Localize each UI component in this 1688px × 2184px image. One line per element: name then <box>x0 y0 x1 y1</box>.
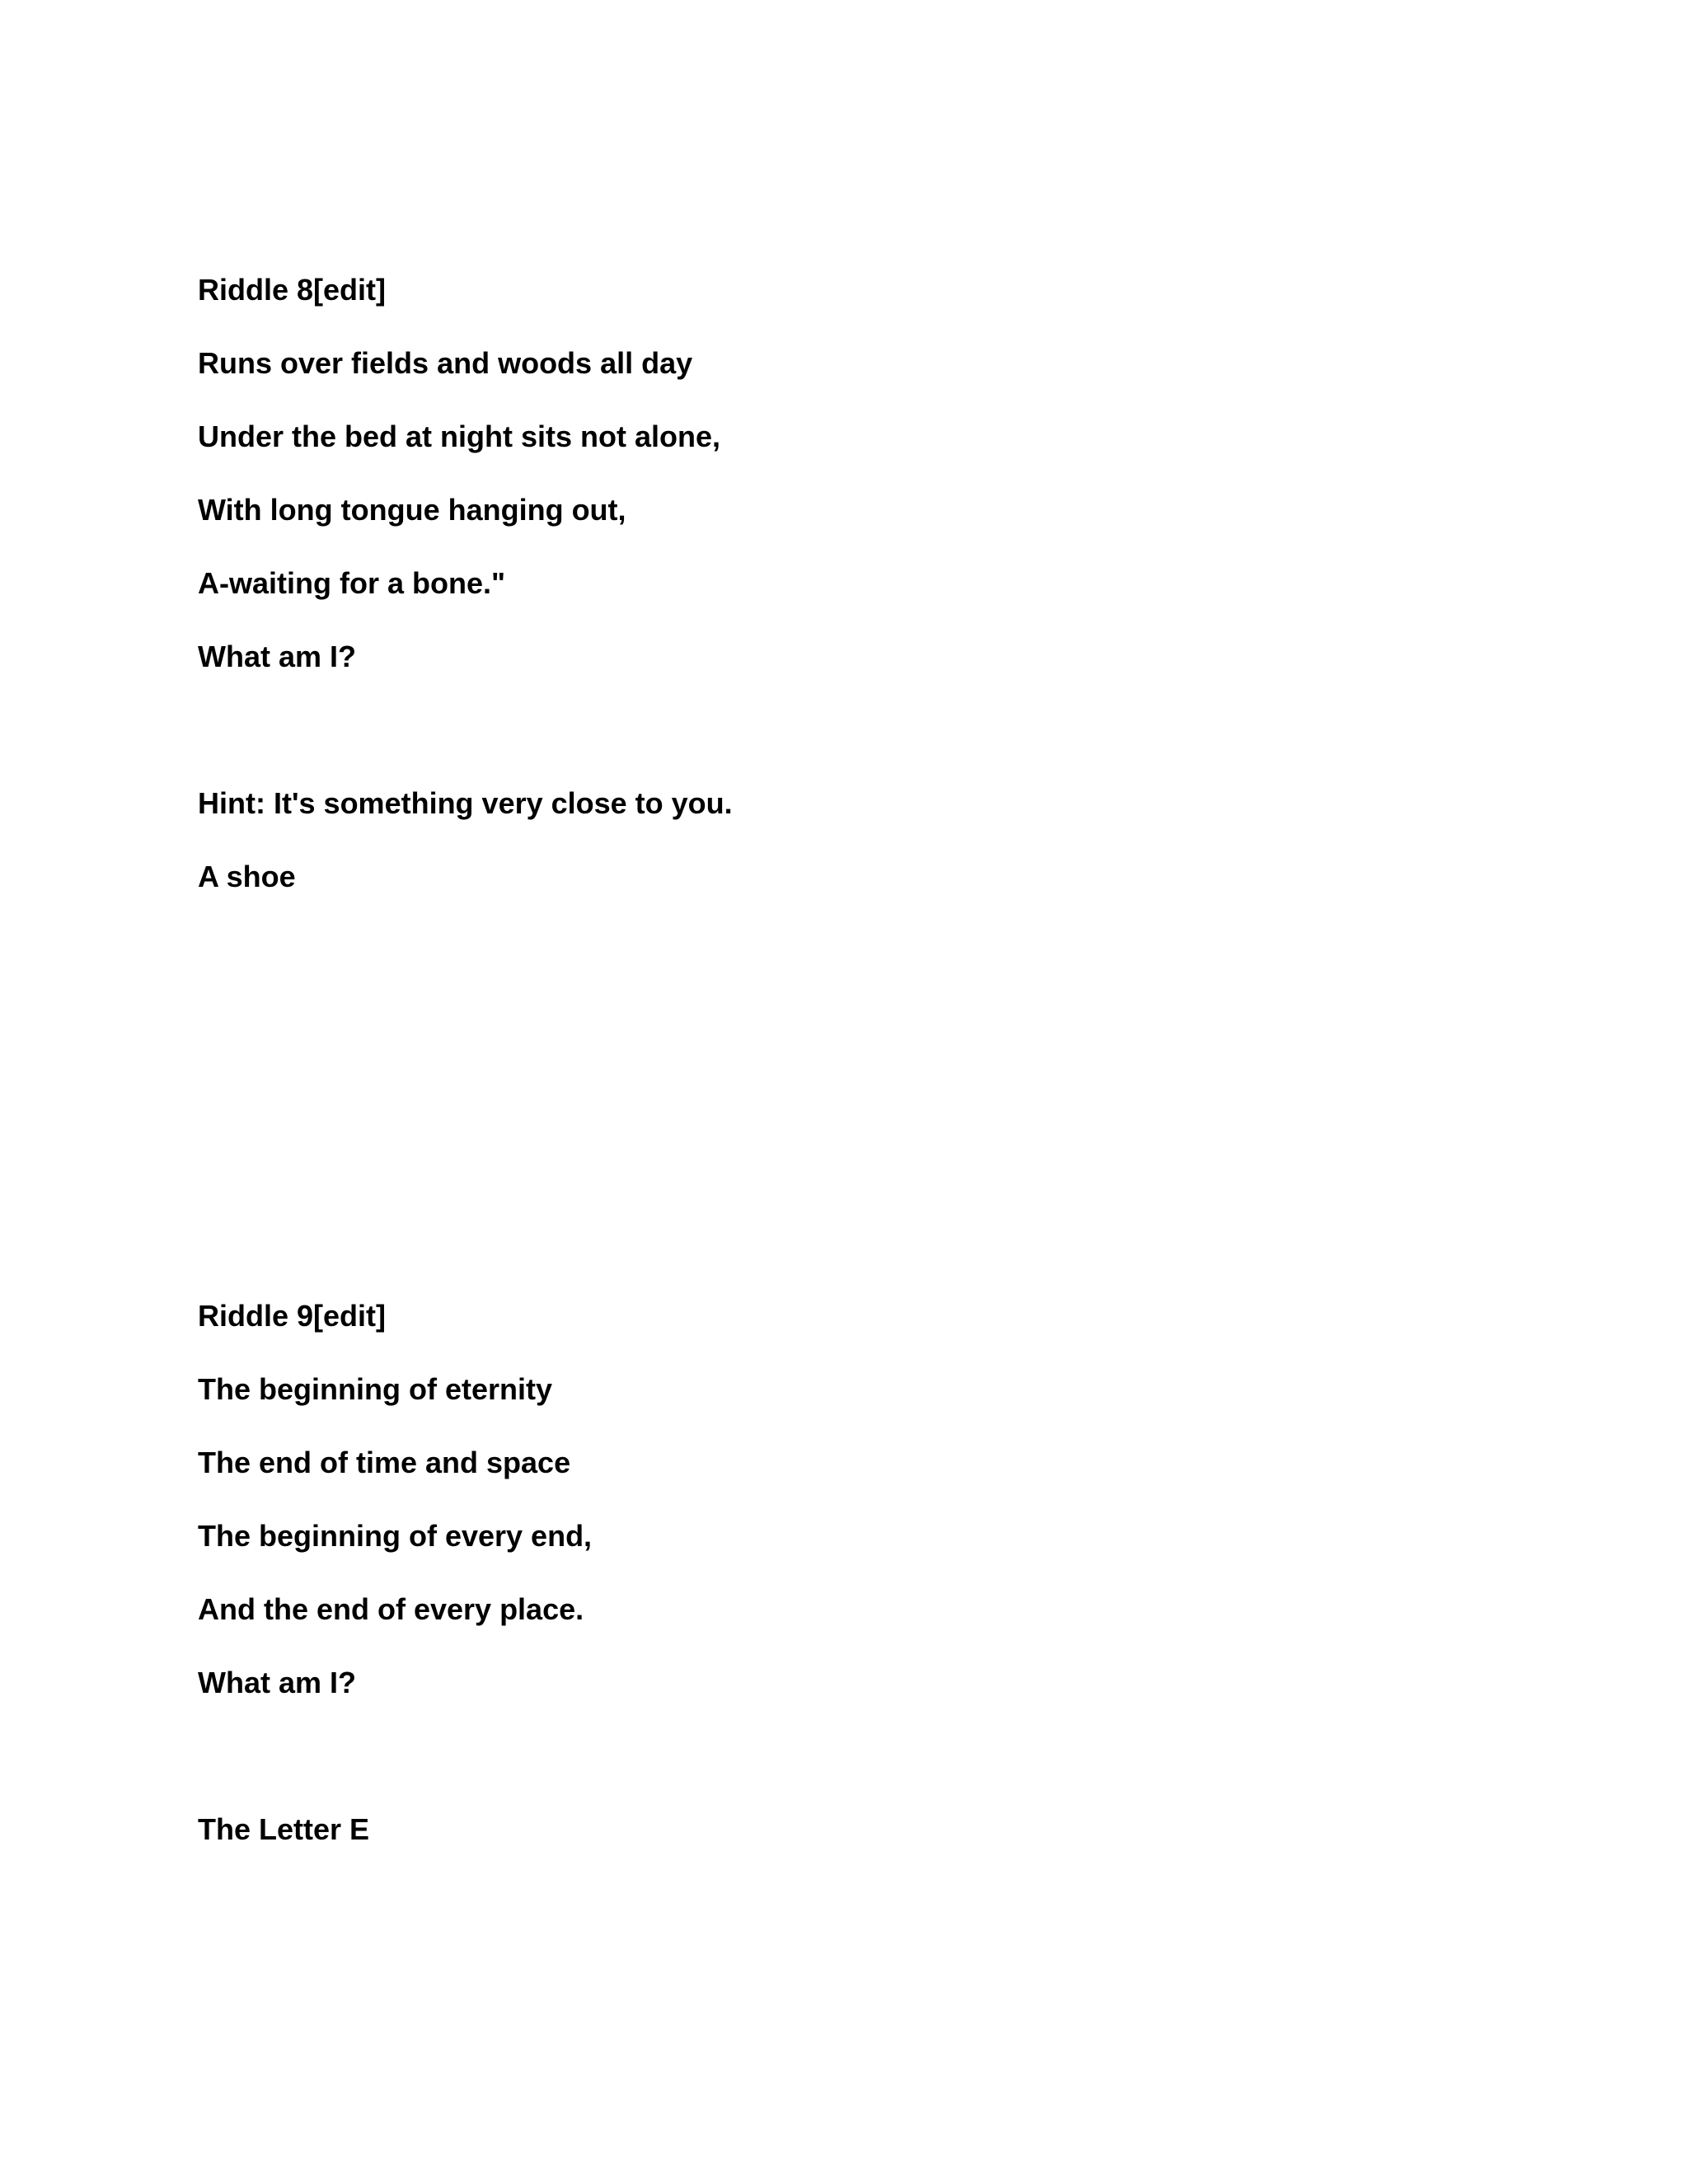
riddle-9-line-3: The beginning of every end, <box>198 1519 593 1553</box>
riddle-8-line-4: A-waiting for a bone." <box>198 566 506 600</box>
riddle-9-line-1: The beginning of eternity <box>198 1372 552 1406</box>
riddle-8-line-1: Runs over fields and woods all day <box>198 346 693 380</box>
riddle-8-question: What am I? <box>198 640 357 673</box>
riddle-9-answer: The Letter E <box>198 1812 370 1846</box>
riddle-8-line-3: With long tongue hanging out, <box>198 493 626 527</box>
riddle-8-hint: Hint: It's something very close to you. <box>198 786 733 820</box>
riddle-8-title: Riddle 8[edit] <box>198 273 387 307</box>
riddle-9-question: What am I? <box>198 1666 357 1699</box>
riddle-9-line-4: And the end of every place. <box>198 1592 584 1626</box>
riddle-8-line-2: Under the bed at night sits not alone, <box>198 419 721 453</box>
riddle-9-title: Riddle 9[edit] <box>198 1299 387 1333</box>
riddle-9-line-2: The end of time and space <box>198 1446 571 1479</box>
riddle-8-answer: A shoe <box>198 860 296 893</box>
